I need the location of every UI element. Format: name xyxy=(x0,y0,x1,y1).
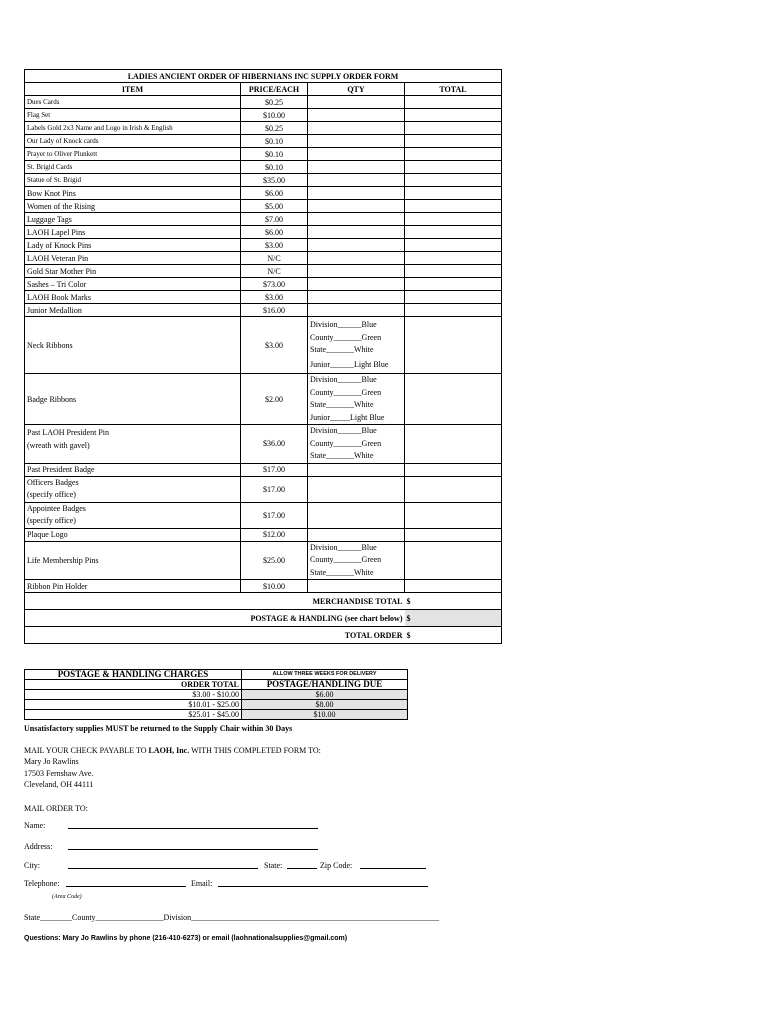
option-line: Division______Blue xyxy=(310,542,377,552)
option-line: State_______White xyxy=(310,400,374,409)
option-line: County_______Green xyxy=(310,387,382,397)
merchandise-total-field[interactable]: $ xyxy=(405,593,502,610)
item-name: Ribbon Pin Holder xyxy=(25,580,241,593)
total-cell[interactable] xyxy=(405,226,502,239)
total-cell[interactable] xyxy=(405,148,502,161)
telephone-label: Telephone: xyxy=(24,879,60,888)
item-row xyxy=(25,109,502,122)
mail-order-to: MAIL ORDER TO: xyxy=(24,804,88,813)
item-row xyxy=(25,148,502,161)
total-cell[interactable] xyxy=(405,187,502,200)
item-price: $0.10 xyxy=(241,161,308,174)
life-options[interactable] xyxy=(308,541,405,580)
item-name: Officers Badges (specify office) xyxy=(25,476,241,502)
item-price: $35.00 xyxy=(241,174,308,187)
item-price: $5.00 xyxy=(241,200,308,213)
total-cell[interactable] xyxy=(405,278,502,291)
postage-total-field[interactable]: $ xyxy=(405,610,502,627)
qty-cell[interactable] xyxy=(308,161,405,174)
postage-title: POSTAGE & HANDLING CHARGES xyxy=(25,670,242,680)
item-name: LAOH Veteran Pin xyxy=(25,252,241,265)
zip-field[interactable] xyxy=(360,860,426,869)
item-name: Sashes – Tri Color xyxy=(25,278,241,291)
recipient-street: 17503 Fernshaw Ave. xyxy=(24,769,94,778)
qty-cell[interactable] xyxy=(308,278,405,291)
item-name: Junior Medallion xyxy=(25,304,241,317)
state-label: State: xyxy=(264,861,283,870)
item-row xyxy=(25,187,502,200)
item-price: $3.00 xyxy=(241,317,308,374)
order-range: $25.01 - $45.00 xyxy=(25,710,242,720)
total-cell[interactable] xyxy=(405,239,502,252)
option-line: Division______Blue xyxy=(310,320,377,329)
total-cell[interactable] xyxy=(405,541,502,580)
mail-instruction: MAIL YOUR CHECK PAYABLE TO LAOH, Inc. WITH THIS COMPLETED FORM TO: xyxy=(24,746,321,755)
item-price: N/C xyxy=(241,252,308,265)
city-field[interactable] xyxy=(68,860,258,869)
delivery-notice: ALLOW THREE WEEKS FOR DELIVERY xyxy=(242,670,408,680)
total-cell[interactable] xyxy=(405,528,502,541)
item-row xyxy=(25,200,502,213)
header-total: TOTAL xyxy=(405,83,502,96)
qty-cell[interactable] xyxy=(308,252,405,265)
item-price: $17.00 xyxy=(241,463,308,476)
email-field[interactable] xyxy=(218,878,428,887)
item-name: Bow Knot Pins xyxy=(25,187,241,200)
item-price: $16.00 xyxy=(241,304,308,317)
header-price: PRICE/EACH xyxy=(241,83,308,96)
total-cell[interactable] xyxy=(405,580,502,593)
item-row xyxy=(25,135,502,148)
total-cell[interactable] xyxy=(405,122,502,135)
item-price: $2.00 xyxy=(241,374,308,425)
qty-cell[interactable] xyxy=(308,502,405,528)
item-name: St. Brigid Cards xyxy=(25,161,241,174)
total-cell[interactable] xyxy=(405,200,502,213)
item-row xyxy=(25,291,502,304)
total-cell[interactable] xyxy=(405,161,502,174)
qty-cell[interactable] xyxy=(308,476,405,502)
qty-cell[interactable] xyxy=(308,239,405,252)
qty-cell[interactable] xyxy=(308,463,405,476)
option-line: Junior______Light Blue xyxy=(310,359,389,369)
item-name: Labels Gold 2x3 Name and Logo in Irish & English xyxy=(25,122,241,135)
total-cell[interactable] xyxy=(405,476,502,502)
qty-cell[interactable] xyxy=(308,135,405,148)
item-name: Dues Cards xyxy=(25,96,241,109)
item-price: $36.00 xyxy=(241,425,308,464)
option-line: State_______White xyxy=(310,345,374,354)
item-price: $10.00 xyxy=(241,109,308,122)
postage-due: $10.00 xyxy=(242,710,408,720)
qty-cell[interactable] xyxy=(308,213,405,226)
item-name: Plaque Logo xyxy=(25,528,241,541)
area-code-note: (Area Code) xyxy=(52,894,82,900)
postage-total-label: POSTAGE & HANDLING (see chart below) xyxy=(25,610,405,627)
item-name: Past President Badge xyxy=(25,463,241,476)
item-price: N/C xyxy=(241,265,308,278)
total-cell[interactable] xyxy=(405,109,502,122)
qty-cell[interactable] xyxy=(308,200,405,213)
item-rows xyxy=(25,96,502,317)
total-cell[interactable] xyxy=(405,265,502,278)
qty-cell[interactable] xyxy=(308,187,405,200)
item-price: $6.00 xyxy=(241,187,308,200)
total-cell[interactable] xyxy=(405,135,502,148)
item-row xyxy=(25,278,502,291)
email-label: Email: xyxy=(191,879,213,888)
total-cell[interactable] xyxy=(405,304,502,317)
qty-cell[interactable] xyxy=(308,122,405,135)
item-price: $0.25 xyxy=(241,122,308,135)
total-cell[interactable] xyxy=(405,174,502,187)
total-cell[interactable] xyxy=(405,252,502,265)
item-row xyxy=(25,122,502,135)
city-label: City: xyxy=(24,861,41,870)
item-price: $3.00 xyxy=(241,239,308,252)
item-name: Women of the Rising xyxy=(25,200,241,213)
neck-options[interactable] xyxy=(308,317,405,374)
item-row xyxy=(25,252,502,265)
postage-due: $8.00 xyxy=(242,700,408,710)
header-item: ITEM xyxy=(25,83,241,96)
item-price: $12.00 xyxy=(241,528,308,541)
item-row xyxy=(25,174,502,187)
order-total-label: TOTAL ORDER xyxy=(25,627,405,644)
option-line: County_______Green xyxy=(310,555,382,564)
order-total-field[interactable]: $ xyxy=(405,627,502,644)
state-county-division-line[interactable]: State________County_________________Division______________________________________________________________ xyxy=(24,913,440,922)
item-name: Luggage Tags xyxy=(25,213,241,226)
zip-label: Zip Code: xyxy=(320,861,353,870)
item-price: $0.25 xyxy=(241,96,308,109)
item-row xyxy=(25,239,502,252)
qty-cell[interactable] xyxy=(308,148,405,161)
total-cell[interactable] xyxy=(405,374,502,425)
item-price: $7.00 xyxy=(241,213,308,226)
telephone-field[interactable] xyxy=(66,878,186,887)
item-row xyxy=(25,161,502,174)
address-field[interactable] xyxy=(68,841,318,850)
item-price: $73.00 xyxy=(241,278,308,291)
questions-contact: Questions: Mary Jo Rawlins by phone (216-410-6273) or email (laohnationalsupplies@gmail.com) xyxy=(24,935,348,942)
qty-cell[interactable] xyxy=(308,174,405,187)
total-cell[interactable] xyxy=(405,213,502,226)
item-row xyxy=(25,226,502,239)
address-label: Address: xyxy=(24,842,53,851)
item-row xyxy=(25,96,502,109)
total-cell[interactable] xyxy=(405,291,502,304)
qty-cell[interactable] xyxy=(308,304,405,317)
item-name: Prayer to Oliver Plunkett xyxy=(25,148,241,161)
return-warning: Unsatisfactory supplies MUST be returned to the Supply Chair within 30 Days xyxy=(24,724,293,733)
total-cell[interactable] xyxy=(405,96,502,109)
item-price: $6.00 xyxy=(241,226,308,239)
qty-cell[interactable] xyxy=(308,291,405,304)
item-row xyxy=(25,213,502,226)
item-name: Life Membership Pins xyxy=(25,541,241,580)
item-price: $25.00 xyxy=(241,541,308,580)
option-line: County_______Green xyxy=(310,332,382,342)
item-name: Lady of Knock Pins xyxy=(25,239,241,252)
qty-cell[interactable] xyxy=(308,96,405,109)
item-name: Past LAOH President Pin (wreath with gavel) xyxy=(25,425,241,464)
item-price: $3.00 xyxy=(241,291,308,304)
qty-cell[interactable] xyxy=(308,226,405,239)
name-field[interactable] xyxy=(68,820,318,829)
option-line: Division______Blue xyxy=(310,426,377,435)
past-pres-options[interactable] xyxy=(308,425,405,464)
qty-cell[interactable] xyxy=(308,528,405,541)
recipient-city: Cleveland, OH 44111 xyxy=(24,780,94,789)
item-name: Gold Star Mother Pin xyxy=(25,265,241,278)
item-name: Statue of St. Brigid xyxy=(25,174,241,187)
total-cell[interactable] xyxy=(405,317,502,374)
order-range: $3.00 - $10.00 xyxy=(25,690,242,700)
item-name: Neck Ribbons xyxy=(25,317,241,374)
item-name: Flag Set xyxy=(25,109,241,122)
item-name: LAOH Book Marks xyxy=(25,291,241,304)
option-line: State_______White xyxy=(310,451,374,460)
order-range: $10.01 - $25.00 xyxy=(25,700,242,710)
item-price: $0.10 xyxy=(241,135,308,148)
state-field[interactable] xyxy=(287,860,317,869)
item-name: Appointee Badges (specify office) xyxy=(25,502,241,528)
option-line: State_______White xyxy=(310,567,374,577)
badge-options[interactable] xyxy=(308,374,405,425)
merchandise-total-label: MERCHANDISE TOTAL xyxy=(25,593,405,610)
postage-due: $6.00 xyxy=(242,690,408,700)
qty-cell[interactable] xyxy=(308,109,405,122)
total-cell[interactable] xyxy=(405,425,502,464)
name-label: Name: xyxy=(24,821,46,830)
item-row xyxy=(25,304,502,317)
postage-due-header: POSTAGE/HANDLING DUE xyxy=(242,680,408,690)
total-cell[interactable] xyxy=(405,463,502,476)
payee: LAOH, Inc. xyxy=(148,746,190,755)
header-qty: QTY xyxy=(308,83,405,96)
item-name: Badge Ribbons xyxy=(25,374,241,425)
form-title: LADIES ANCIENT ORDER OF HIBERNIANS INC SUPPLY ORDER FORM xyxy=(25,70,502,83)
option-line: County_______Green xyxy=(310,438,382,448)
order-table xyxy=(24,69,502,644)
item-name: LAOH Lapel Pins xyxy=(25,226,241,239)
option-line: Junior_____Light Blue xyxy=(310,412,385,422)
item-price: $10.00 xyxy=(241,580,308,593)
total-cell[interactable] xyxy=(405,502,502,528)
item-row xyxy=(25,265,502,278)
recipient-name: Mary Jo Rawlins xyxy=(24,757,79,766)
order-total-header: ORDER TOTAL xyxy=(25,680,242,690)
item-name: Our Lady of Knock cards xyxy=(25,135,241,148)
postage-table xyxy=(24,669,408,720)
item-price: $0.10 xyxy=(241,148,308,161)
qty-cell[interactable] xyxy=(308,265,405,278)
qty-cell[interactable] xyxy=(308,580,405,593)
item-price: $17.00 xyxy=(241,476,308,502)
item-price: $17.00 xyxy=(241,502,308,528)
option-line: Division______Blue xyxy=(310,375,377,384)
